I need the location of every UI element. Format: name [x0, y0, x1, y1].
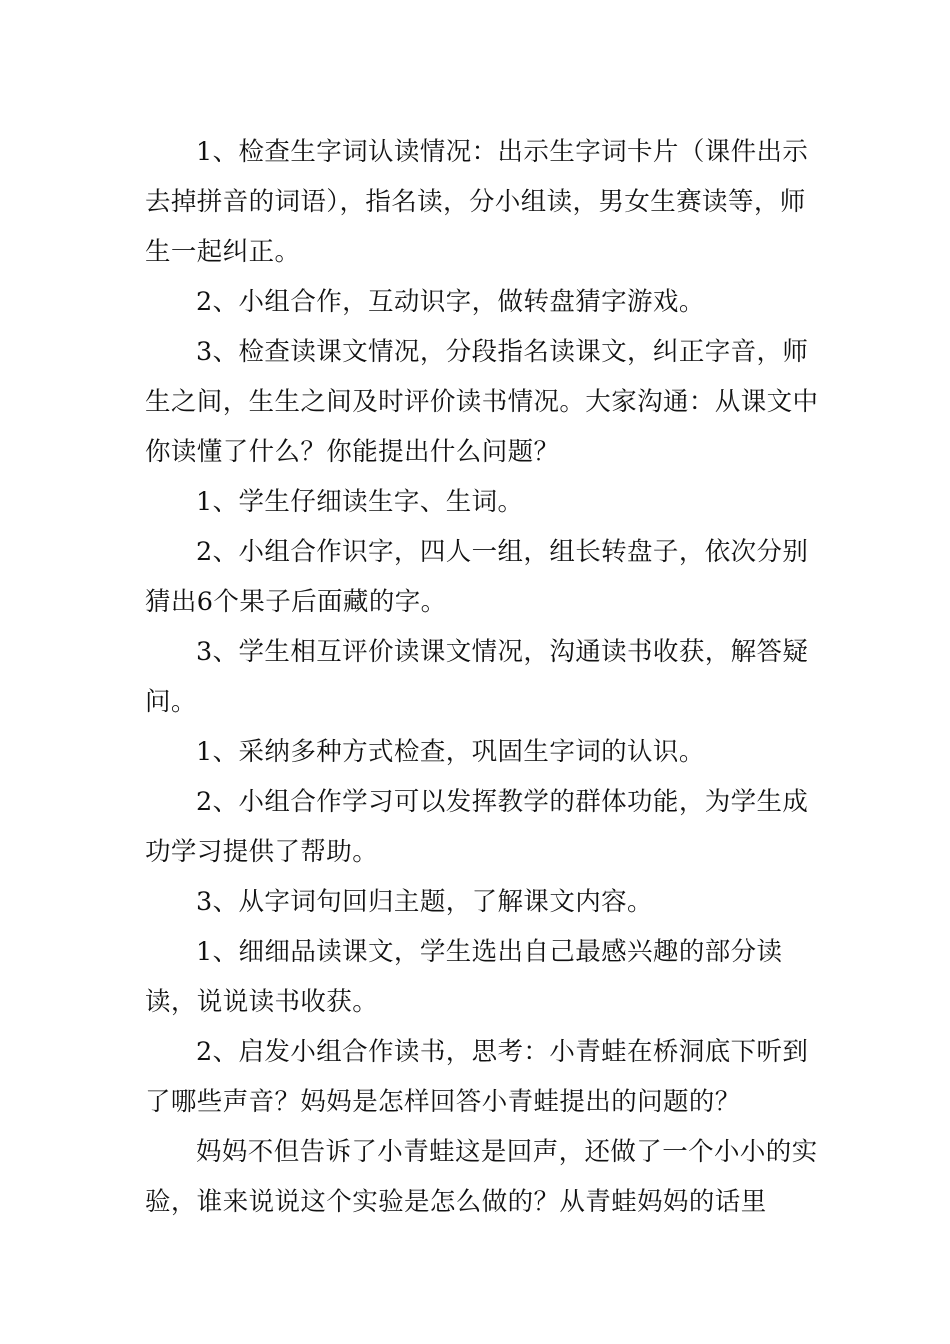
paragraph-2: 2、小组合作，互动识字，做转盘猜字游戏。	[196, 287, 705, 317]
paragraph-6: 3、学生相互评价读课文情况，沟通读书收获，解答疑问。	[145, 637, 809, 717]
paragraph-4: 1、学生仔细读生字、生词。	[196, 487, 524, 517]
paragraph-12: 妈妈不但告诉了小青蛙这是回声，还做了一个小小的实验，谁来说说这个实验是怎么做的？从青蛙妈妈的话里	[145, 1137, 818, 1217]
paragraph-7: 1、采纳多种方式检查，巩固生字词的认识。	[196, 737, 705, 767]
document-body	[145, 127, 825, 1227]
paragraph-8: 2、小组合作学习可以发挥教学的群体功能，为学生成功学习提供了帮助。	[145, 787, 809, 867]
paragraph-1: 1、检查生字词认读情况：出示生字词卡片（课件出示去掉拼音的词语），指名读，分小组读，男女生赛读等，师生一起纠正。	[145, 137, 809, 267]
paragraph-5: 2、小组合作识字，四人一组，组长转盘子，依次分别猜出6个果子后面藏的字。	[145, 537, 809, 617]
paragraph-11: 2、启发小组合作读书，思考：小青蛙在桥洞底下听到了哪些声音？妈妈是怎样回答小青蛙提出的问题的？	[145, 1037, 809, 1117]
paragraph-9: 3、从字词句回归主题，了解课文内容。	[196, 887, 653, 917]
paragraph-3: 3、检查读课文情况，分段指名读课文，纠正字音，师生之间，生生之间及时评价读书情况。大家沟通：从课文中你读懂了什么？你能提出什么问题？	[145, 337, 819, 467]
paragraph-10: 1、细细品读课文，学生选出自己最感兴趣的部分读读，说说读书收获。	[145, 937, 783, 1017]
